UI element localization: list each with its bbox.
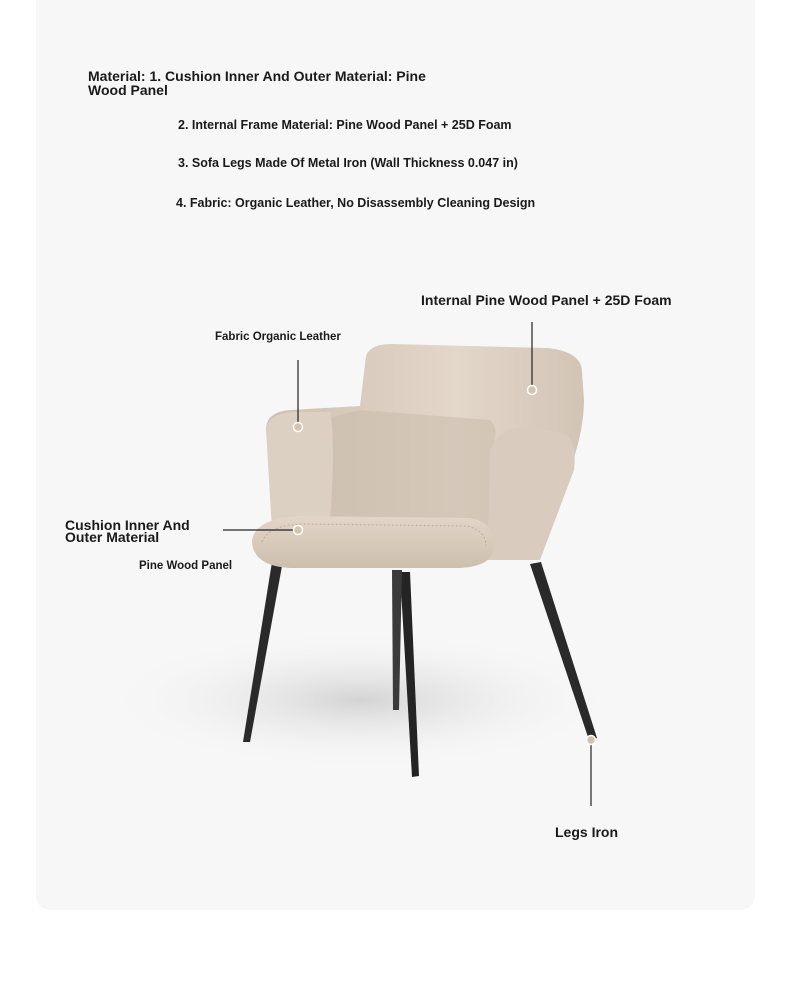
spec-frame: 2. Internal Frame Material: Pine Wood Panel + 25D Foam xyxy=(178,118,512,132)
chair-arm-right xyxy=(488,428,575,560)
floor-shadow xyxy=(100,630,620,770)
callout-dot-internal xyxy=(528,386,537,395)
callout-cushion-label: Cushion Inner And Outer Material xyxy=(65,517,190,545)
spec-material: Material: 1. Cushion Inner And Outer Material: Pine Wood Panel xyxy=(88,68,426,98)
callout-dot-fabric xyxy=(294,423,303,432)
callout-fabric-label: Fabric Organic Leather xyxy=(215,331,341,343)
callout-dot-cushion xyxy=(294,526,303,535)
spec-legs: 3. Sofa Legs Made Of Metal Iron (Wall Thickness 0.047 in) xyxy=(178,156,518,170)
callout-legs-label: Legs Iron xyxy=(555,824,619,840)
callout-internal-label: Internal Pine Wood Panel + 25D Foam xyxy=(421,292,672,308)
callout-dot-legs xyxy=(587,736,596,745)
chair-seat xyxy=(252,516,494,568)
spec-fabric: 4. Fabric: Organic Leather, No Disassembly Cleaning Design xyxy=(176,196,536,210)
callout-pine-label: Pine Wood Panel xyxy=(139,560,233,572)
